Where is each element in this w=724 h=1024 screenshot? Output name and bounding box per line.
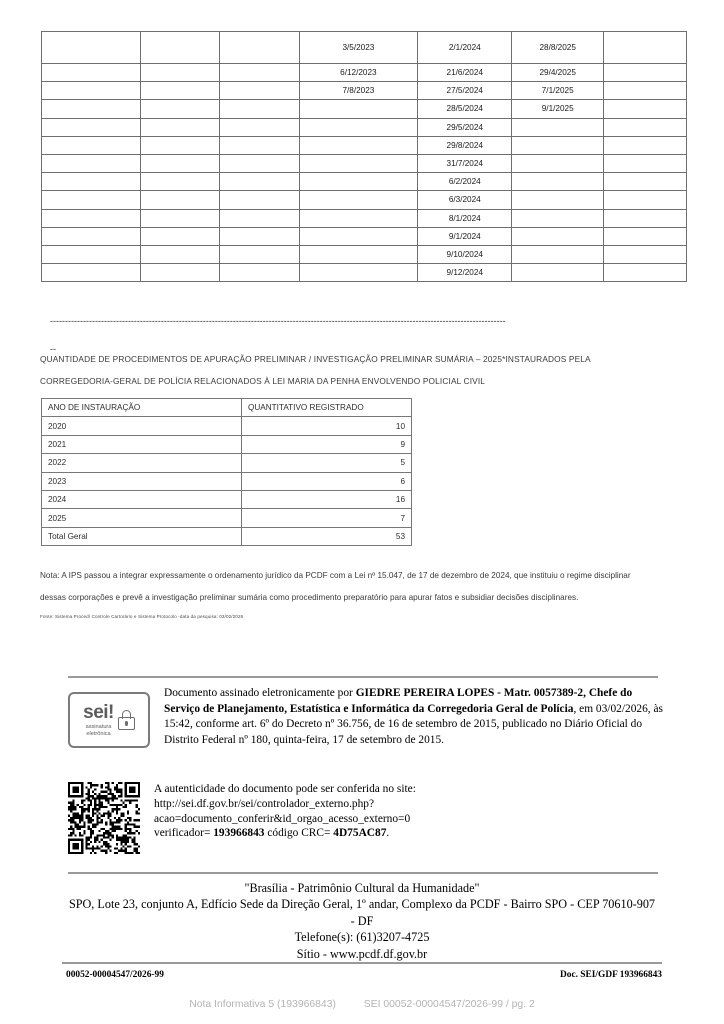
- verification-block: [68, 782, 668, 854]
- table-cell: [220, 245, 300, 263]
- year-cell: 2023: [42, 472, 242, 490]
- table-cell: [604, 136, 687, 154]
- table-cell: [220, 136, 300, 154]
- address-website: Sítio - www.pcdf.df.gov.br: [296, 946, 428, 961]
- note-line1: Nota: A IPS passou a integrar expressamente o ordenamento jurídico da PCDF com a Lei nº 15.047, de 17 de dezembro de 2024, que instituiu o regime disciplinar: [40, 571, 631, 580]
- year-cell: 2021: [42, 435, 242, 453]
- table-row: [42, 173, 687, 191]
- table-header-row: [42, 399, 412, 417]
- table-cell: [512, 264, 604, 282]
- table-cell: [42, 245, 141, 263]
- count-cell: 6: [242, 472, 412, 490]
- table-cell: [42, 264, 141, 282]
- table-row: [42, 227, 687, 245]
- table-cell: 29/8/2024: [418, 136, 512, 154]
- lock-icon: [118, 710, 135, 730]
- table-cell: [140, 82, 220, 100]
- note-line2: dessas corporações e prevê a investigação preliminar sumária como procedimento preparatório para apurar fatos e subsidiar decisões disciplinares.: [40, 593, 579, 602]
- table-cell: [604, 209, 687, 227]
- table-cell: [299, 118, 418, 136]
- table-cell: 9/1/2024: [418, 227, 512, 245]
- address-block: [16, 880, 708, 962]
- table-cell: [512, 191, 604, 209]
- verification-text: [154, 782, 668, 841]
- verification-line1: A autenticidade do documento pode ser conferida no site:: [154, 783, 416, 795]
- table-cell: [42, 154, 141, 172]
- table-cell: [604, 82, 687, 100]
- table-cell: 2/1/2024: [418, 32, 512, 64]
- table-cell: 3/5/2023: [299, 32, 418, 64]
- table-cell: [42, 118, 141, 136]
- sei-signature-badge: [68, 692, 150, 748]
- table-cell: 8/1/2024: [418, 209, 512, 227]
- table-row: [42, 245, 687, 263]
- dashed-separator-line1: --------------------------------------------------------------------------------------------------------------------------------------------------------: [50, 316, 506, 326]
- signature-divider: [68, 676, 658, 678]
- section-heading: [40, 348, 660, 392]
- table-cell: [220, 82, 300, 100]
- table-cell: [299, 100, 418, 118]
- table-row: [42, 509, 412, 527]
- sei-badge-sub-line1: assinatura: [85, 723, 112, 730]
- verificador-value: 193966843: [213, 827, 265, 840]
- table-row: [42, 100, 687, 118]
- table-cell: [140, 264, 220, 282]
- summary-table: [41, 398, 412, 546]
- table-cell: [42, 173, 141, 191]
- count-cell: 10: [242, 417, 412, 435]
- table-cell: [140, 191, 220, 209]
- year-cell: Total Geral: [42, 527, 242, 545]
- address-line1: "Brasília - Patrimônio Cultural da Humanidade": [244, 881, 480, 895]
- table-row: [42, 435, 412, 453]
- table-cell: 6/12/2023: [299, 64, 418, 82]
- address-line3: - DF: [350, 913, 374, 928]
- table-cell: [42, 82, 141, 100]
- table-cell: 28/8/2025: [512, 32, 604, 64]
- watermark-footer: [0, 999, 724, 1010]
- table-cell: [220, 209, 300, 227]
- verification-url-line1: http://sei.df.gov.br/sei/controlador_externo.php?: [154, 797, 375, 810]
- footer-divider: [62, 962, 662, 964]
- table-row: [42, 32, 687, 64]
- verificador-label: verificador=: [154, 827, 214, 840]
- count-cell: 9: [242, 435, 412, 453]
- table-row: [42, 64, 687, 82]
- table-row: [42, 191, 687, 209]
- table-cell: [220, 191, 300, 209]
- table-cell: [140, 64, 220, 82]
- table-cell: [604, 154, 687, 172]
- column-header: ANO DE INSTAURAÇÃO: [42, 399, 242, 417]
- table-cell: [140, 100, 220, 118]
- table-cell: [299, 154, 418, 172]
- verification-code-line: [154, 826, 668, 841]
- sei-badge-sub-line2: eletrônica: [86, 730, 111, 737]
- table-cell: [220, 227, 300, 245]
- table-cell: 21/6/2024: [418, 64, 512, 82]
- table-row: [42, 454, 412, 472]
- table-cell: [42, 136, 141, 154]
- table-cell: [604, 118, 687, 136]
- year-cell: 2025: [42, 509, 242, 527]
- sei-doc-number: Doc. SEI/GDF 193966843: [560, 970, 662, 980]
- crc-label: código CRC=: [264, 827, 334, 840]
- document-footer: [66, 970, 662, 980]
- crc-value: 4D75AC87: [333, 827, 387, 840]
- table-cell: [604, 173, 687, 191]
- count-cell: 16: [242, 490, 412, 508]
- table-cell: [604, 245, 687, 263]
- table-cell: 29/4/2025: [512, 64, 604, 82]
- table-cell: [604, 191, 687, 209]
- year-cell: 2024: [42, 490, 242, 508]
- table-row: [42, 209, 687, 227]
- table-cell: [140, 136, 220, 154]
- year-cell: 2020: [42, 417, 242, 435]
- table-cell: 6/3/2024: [418, 191, 512, 209]
- table-cell: [140, 245, 220, 263]
- table-cell: [299, 245, 418, 263]
- signature-block: [68, 686, 668, 748]
- table-cell: 27/5/2024: [418, 82, 512, 100]
- table-cell: [512, 118, 604, 136]
- count-cell: 53: [242, 527, 412, 545]
- table-cell: 31/7/2024: [418, 154, 512, 172]
- table-cell: [220, 118, 300, 136]
- table-cell: [299, 173, 418, 191]
- table-cell: [42, 32, 141, 64]
- table-cell: [42, 191, 141, 209]
- address-divider: [68, 872, 658, 874]
- table-cell: [299, 209, 418, 227]
- signer-name: GIEDRE PEREIRA LOPES - Matr. 0057389-2,: [355, 687, 586, 699]
- table-cell: [42, 64, 141, 82]
- table-cell: 28/5/2024: [418, 100, 512, 118]
- table-cell: 29/5/2024: [418, 118, 512, 136]
- table-cell: [220, 264, 300, 282]
- table-cell: [42, 209, 141, 227]
- section-heading-line1: QUANTIDADE DE PROCEDIMENTOS DE APURAÇÃO PRELIMINAR / INVESTIGAÇÃO PRELIMINAR SUMÁRIA – 2025*INSTAURADOS PELA: [40, 354, 591, 364]
- table-cell: 9/10/2024: [418, 245, 512, 263]
- dashed-separator-line2: --: [50, 344, 57, 354]
- table-cell: [140, 154, 220, 172]
- table-cell: [512, 227, 604, 245]
- table-cell: [512, 136, 604, 154]
- table-cell: [299, 136, 418, 154]
- table-cell: [140, 173, 220, 191]
- table-cell: [42, 100, 141, 118]
- table-cell: [604, 64, 687, 82]
- table-cell: [512, 173, 604, 191]
- count-cell: 7: [242, 509, 412, 527]
- table-cell: [220, 173, 300, 191]
- verification-period: .: [386, 827, 390, 840]
- table-row: [42, 136, 687, 154]
- table-cell: [299, 191, 418, 209]
- qr-code[interactable]: [68, 782, 140, 854]
- table-cell: [512, 154, 604, 172]
- table-cell: 6/2/2024: [418, 173, 512, 191]
- table-cell: [140, 118, 220, 136]
- table-cell: [220, 154, 300, 172]
- table-cell: [604, 100, 687, 118]
- table-cell: [604, 264, 687, 282]
- table-cell: [42, 227, 141, 245]
- watermark-doc-title: Nota Informativa 5 (193966843): [189, 999, 336, 1010]
- process-number: 00052-00004547/2026-99: [66, 970, 164, 980]
- table-cell: [220, 100, 300, 118]
- table-row: [42, 527, 412, 545]
- note-block: [40, 565, 688, 609]
- table-cell: [512, 209, 604, 227]
- table-cell: [299, 264, 418, 282]
- table-cell: [299, 227, 418, 245]
- table-cell: [604, 227, 687, 245]
- table-cell: [140, 209, 220, 227]
- signer-role: Chefe do Serviço de Planejamento, Estatística e Informática da Corregedoria Geral de Polícia: [164, 687, 633, 715]
- table-cell: [512, 245, 604, 263]
- signature-text-prefix: Documento assinado eletronicamente por: [164, 687, 356, 699]
- table-cell: 7/1/2025: [512, 82, 604, 100]
- watermark-page-info: SEI 00052-00004547/2026-99 / pg. 2: [363, 999, 535, 1010]
- table-row: [42, 82, 687, 100]
- dates-table: [41, 31, 687, 282]
- table-cell: [220, 64, 300, 82]
- signature-text: [164, 686, 668, 748]
- table-cell: 9/1/2025: [512, 100, 604, 118]
- table-cell: [140, 32, 220, 64]
- table-row: [42, 490, 412, 508]
- year-cell: 2022: [42, 454, 242, 472]
- section-heading-line2: CORREGEDORIA-GERAL DE POLÍCIA RELACIONADOS À LEI MARIA DA PENHA ENVOLVENDO POLICIAL CIVIL: [40, 376, 486, 386]
- table-row: [42, 118, 687, 136]
- table-row: [42, 417, 412, 435]
- count-cell: 5: [242, 454, 412, 472]
- table-cell: [140, 227, 220, 245]
- address-line2: SPO, Lote 23, conjunto A, Edfício Sede da Direção Geral, 1º andar, Complexo da PCDF - Bairro SPO - CEP 70610-907: [68, 897, 656, 912]
- table-cell: 7/8/2023: [299, 82, 418, 100]
- table-cell: [220, 32, 300, 64]
- signature-text-suffix: , em 03/02/2026, às 15:42, conforme art. 6º do Decreto nº 36.756, de 16 de setembro de 2015, publicado no Diário Oficial do Distrito Federal nº 180, quinta-feira, 17 de setembro de 2015.: [164, 702, 663, 746]
- table-row: [42, 154, 687, 172]
- table-cell: [604, 32, 687, 64]
- table-row: [42, 264, 687, 282]
- address-phone: Telefone(s): (61)3207-4725: [294, 930, 430, 945]
- source-line: Fonte: Sistema Proced/ Controle Cartorário e Sistema Protocolo -data da pesquisa: 03/02/2026: [40, 614, 244, 619]
- column-header: QUANTITATIVO REGISTRADO: [242, 399, 412, 417]
- table-row: [42, 472, 412, 490]
- table-cell: 9/12/2024: [418, 264, 512, 282]
- sei-logo-text: sei!: [83, 701, 114, 723]
- verification-url-line2: acao=documento_conferir&id_orgao_acesso_externo=0: [154, 812, 411, 825]
